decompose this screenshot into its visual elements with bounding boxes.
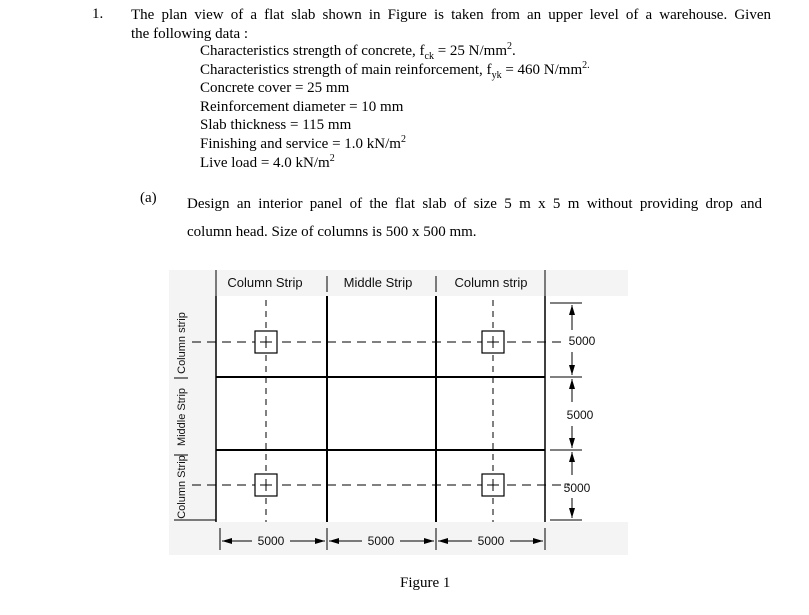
side-label-column-strip: Column strip xyxy=(176,312,188,374)
side-label-column-strip: Column Strip xyxy=(176,455,188,519)
data-item: Concrete cover = 25 mm xyxy=(200,80,350,97)
data-item: Slab thickness = 115 mm xyxy=(200,117,352,134)
top-label-column-strip: Column Strip xyxy=(227,275,303,290)
right-dimension-label: 5000 xyxy=(563,481,591,495)
part-label: (a) xyxy=(140,190,157,206)
bottom-dimension-label: 5000 xyxy=(367,534,395,548)
data-item: Finishing and service = 1.0 $kN/m^2$ xyxy=(200,133,406,152)
intro-line-2: the following data : xyxy=(131,26,249,42)
top-label-column-strip: Column strip xyxy=(454,275,528,290)
part-a-line-2: column head. Size of columns is 500 x 500 mm. xyxy=(187,224,477,240)
right-dimension-label: 5000 xyxy=(566,408,594,422)
bottom-dimension-label: 5000 xyxy=(257,534,285,548)
data-item: Reinforcement diameter = 10 mm xyxy=(200,98,404,115)
intro-line-1: The plan view of a flat slab shown in Figure is taken from an upper level of a warehouse. Given xyxy=(131,7,771,23)
right-dimension-label: 5000 xyxy=(568,334,596,348)
part-a-line-1: Design an interior panel of the flat slab of size 5 m x 5 m without providing drop and xyxy=(187,196,762,212)
data-item: Characteristics strength of main reinforcement, $f_{yk} = 460$ $N/mm^{2.}$ xyxy=(200,59,590,81)
bottom-dimension-label: 5000 xyxy=(477,534,505,548)
figure-caption: Figure 1 xyxy=(400,575,451,591)
data-item: Live load = 4.0 $kN/m^2$ xyxy=(200,152,335,171)
top-label-middle-strip: Middle Strip xyxy=(343,275,413,290)
data-item: Characteristics strength of concrete, $f_{ck} = 25$ $N/mm^2$. xyxy=(200,41,516,62)
side-label-middle-strip: Middle Strip xyxy=(176,387,188,447)
question-number: 1. xyxy=(92,6,104,22)
